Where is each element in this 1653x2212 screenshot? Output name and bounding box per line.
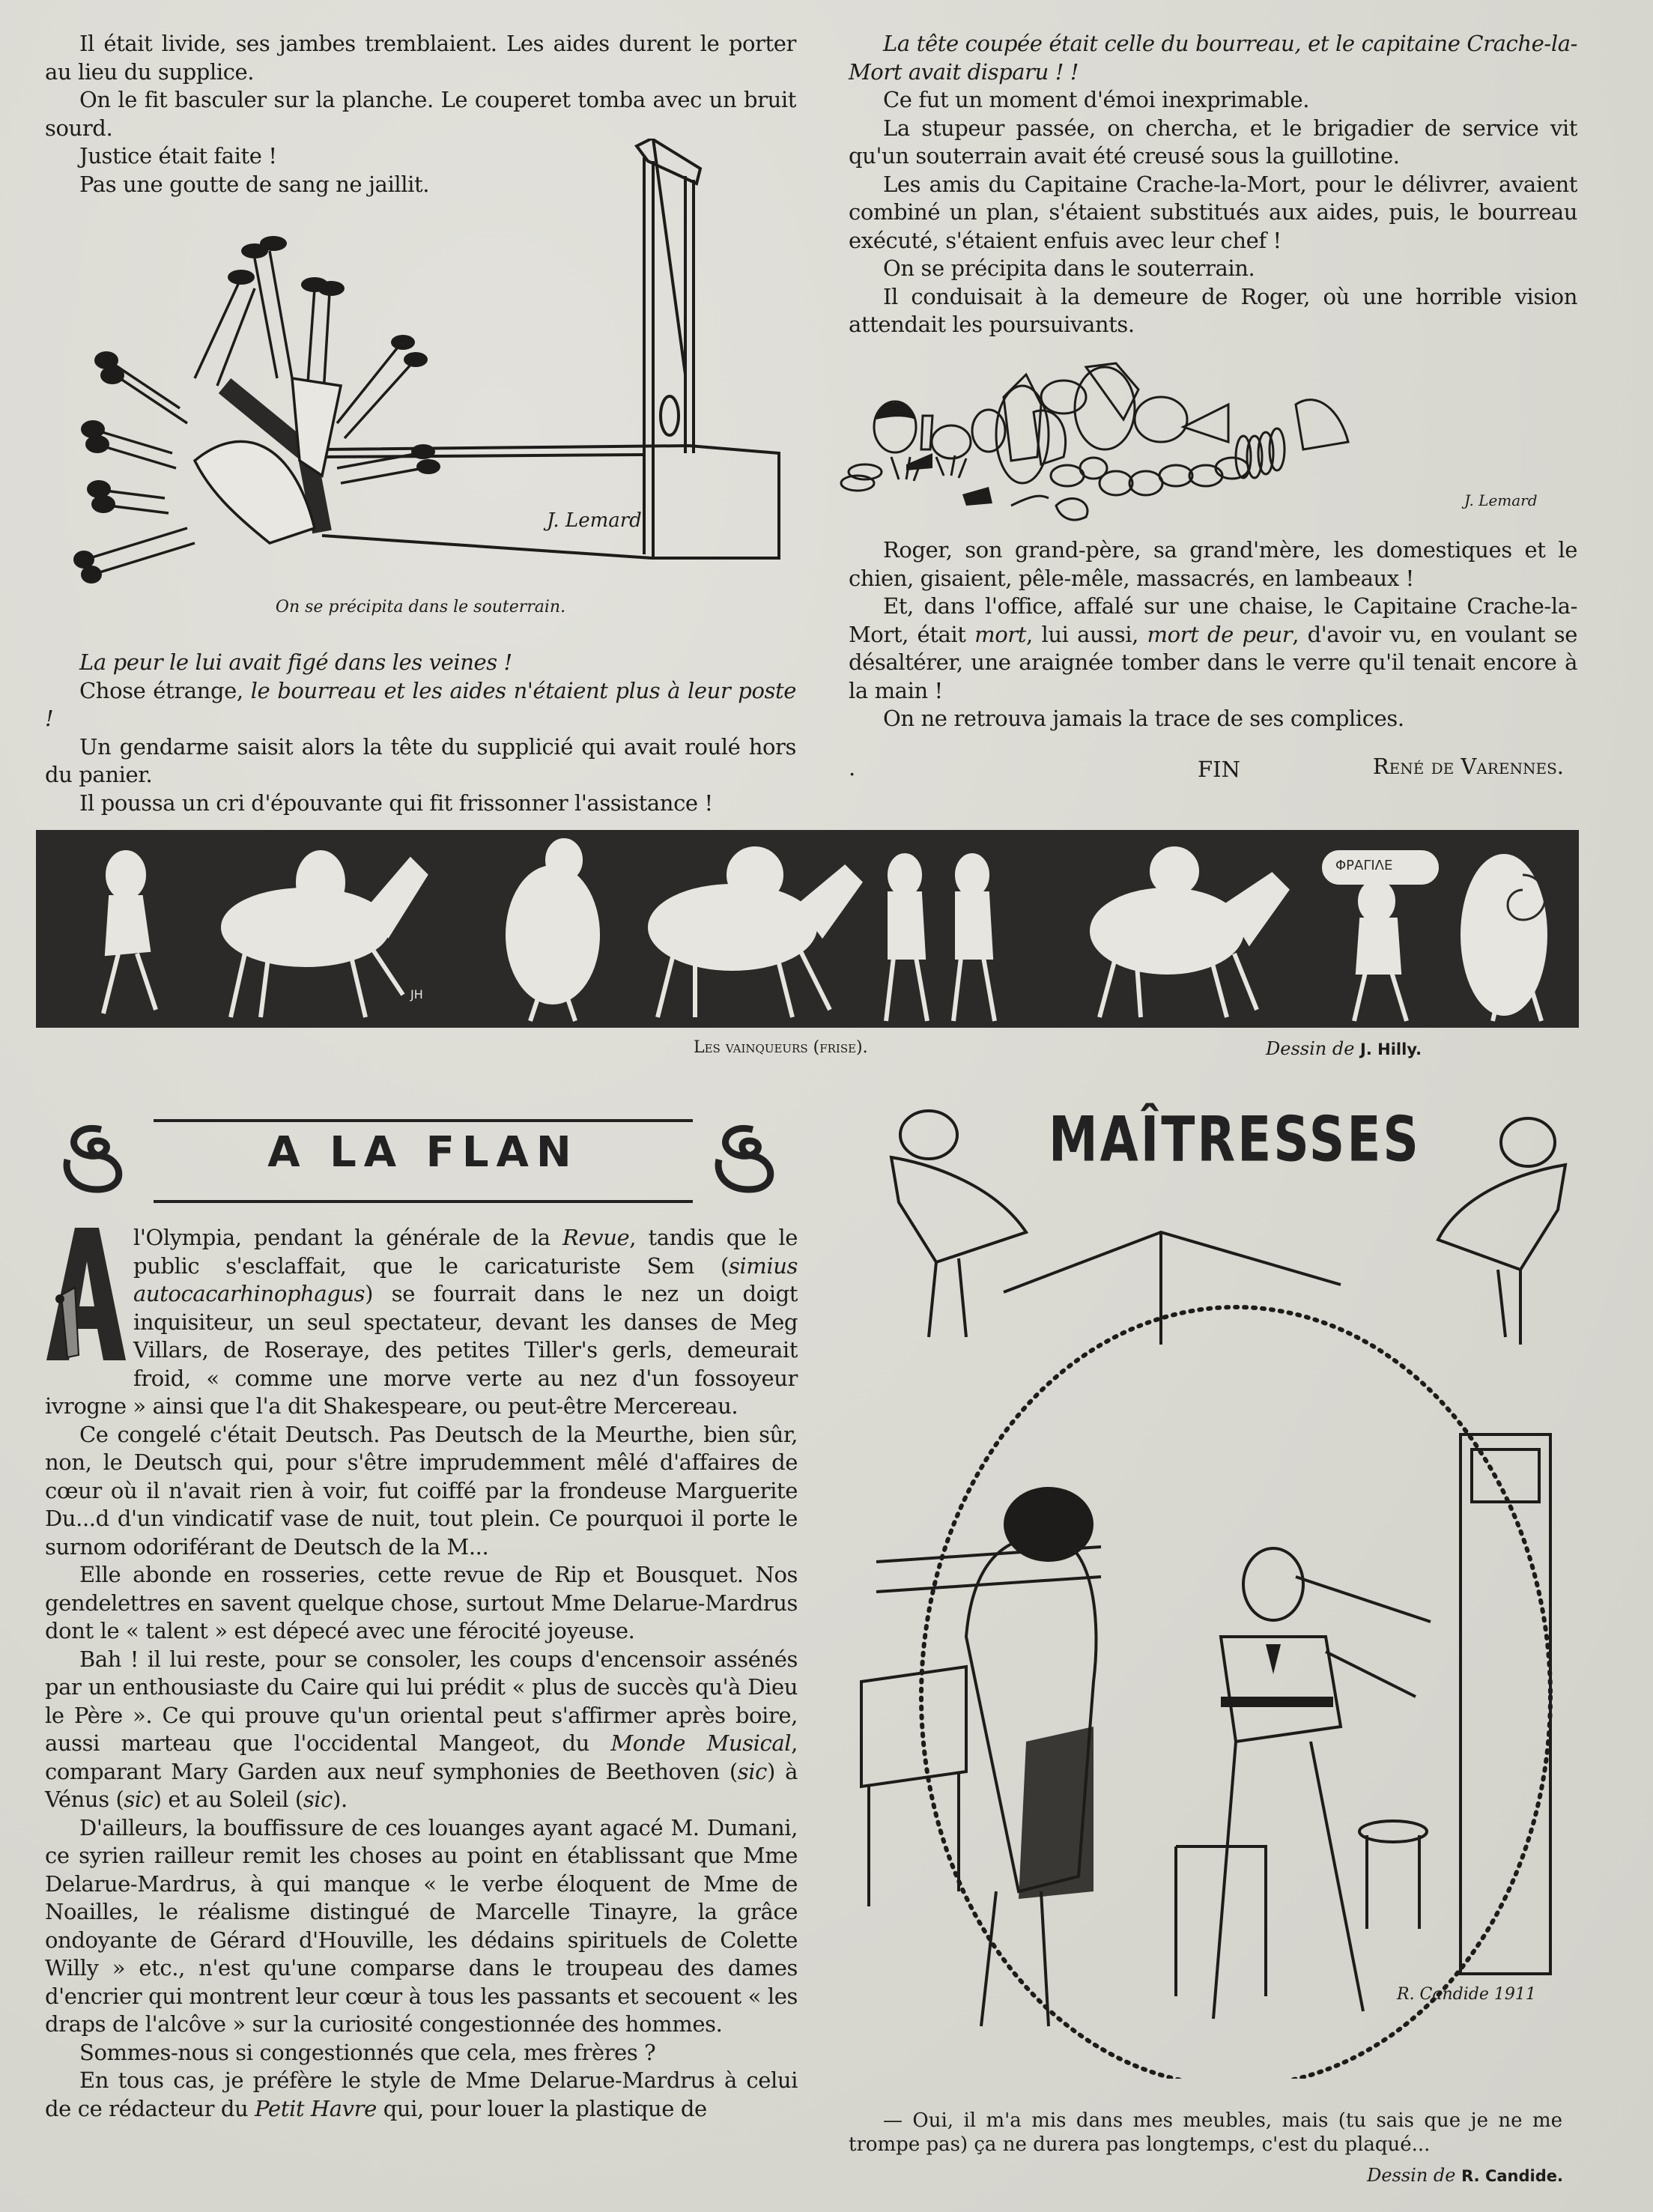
paragraph xyxy=(45,2067,798,2123)
italic-run: mort xyxy=(974,621,1027,647)
credit-name: J. Hilly. xyxy=(1360,1040,1422,1058)
massacre-signature: J. Lemard xyxy=(1464,491,1538,509)
fin-label: FIN xyxy=(1198,757,1240,782)
text-run: , tandis que le public s'esclaffait, que le caricaturiste Sem ( xyxy=(133,1225,798,1279)
paragraph: Pas une goutte de sang ne jaillit. xyxy=(79,171,430,197)
maitresses-credit xyxy=(1367,2165,1563,2186)
maitresses-caption xyxy=(849,2109,1562,2157)
frieze-caption: Les vainqueurs (frise). xyxy=(694,1038,868,1057)
text-run: En tous cas, je préfère le style de Mme Delarue-Mardrus à celui de ce rédacteur du xyxy=(45,2067,798,2121)
guillotine-signature: J. Lemard xyxy=(547,509,642,532)
text-run: Chose étrange, xyxy=(79,677,251,703)
text-run: Bah ! il lui reste, pour se consoler, les coups d'encensoir assénés par un enthousiaste du Caire qui lui prédit « plus de succès qu'à Dieu le Père ». Ce qui prouve qu'un oriental peut s'affirmer après boire, aussi marteau que l'occidental Mangeot, du xyxy=(45,1646,798,1756)
italic-run: le bourreau et les aides n'étaient plus à leur poste ! xyxy=(45,677,796,731)
guillotine-caption: On se précipita dans le souterrain. xyxy=(275,598,566,616)
header-rule-top xyxy=(154,1119,693,1122)
paragraph: On se précipita dans le souterrain. xyxy=(883,255,1255,281)
paragraph xyxy=(45,1224,798,1421)
frieze-inscription: ΦΡΑΓΙΛΕ xyxy=(1335,858,1393,873)
paragraph: La tête coupée était celle du bourreau, et le capitaine Crache-la-Mort avait disparu ! ! xyxy=(849,31,1577,85)
paragraph: Il était livide, ses jambes tremblaient. Les aides durent le porter au lieu du supplice. xyxy=(45,31,796,85)
paragraph: D'ailleurs, la bouffissure de ces louanges ayant agacé M. Dumani, ce syrien railleur remit les choses au point en établissant que Mme Delarue-Mardrus, à qui manque « le verbe éloquent de Mme de Noailles, le réalisme distingué de Marcelle Tinayre, la grâce ondoyante de Gérard d'Houville, les dédains spirituels de Colette Willy » etc., n'est qu'une comparse dans le troupeau des dames d'encrier qui montrent leur cœur à tous les passants et secouent « les draps de l'alcôve » sur la curiosité congestionnée des hommes. xyxy=(45,1814,798,2037)
text-run: ) et au Soleil ( xyxy=(153,1787,303,1812)
italic-run: sic xyxy=(737,1758,767,1784)
paragraph: Elle abonde en rosseries, cette revue de Rip et Bousquet. Nos gendelettres en savent quelque chose, surtout Mme Delarue-Mardrus dont le « talent » est dépecé avec une férocité joyeuse. xyxy=(45,1562,798,1643)
italic-run: Revue xyxy=(562,1225,630,1250)
paragraph: Justice était faite ! xyxy=(79,143,277,169)
text-run: ) à Vénus ( xyxy=(45,1758,798,1812)
paragraph xyxy=(45,1646,798,1814)
italic-run: sic xyxy=(303,1787,333,1812)
frieze-credit xyxy=(1266,1038,1422,1059)
caption-text: — Oui, il m'a mis dans mes meubles, mais (tu sais que je ne me trompe pas) ça ne durera pas longtemps, c'est du plaqué... xyxy=(849,2109,1562,2156)
italic-run: sic xyxy=(124,1787,154,1812)
paragraph xyxy=(45,677,796,733)
header-rule-bottom xyxy=(154,1200,693,1203)
text-run: ). xyxy=(333,1787,348,1812)
text-run: , comparant Mary Garden aux neuf symphonies de Beethoven ( xyxy=(45,1730,798,1784)
story-right-mid xyxy=(849,536,1577,733)
credit-prefix: Dessin de xyxy=(1266,1038,1361,1059)
maitresses-title: MAÎTRESSES xyxy=(1049,1103,1421,1176)
paragraph: Il conduisait à la demeure de Roger, où une horrible vision attendait les poursuivants. xyxy=(849,283,1577,337)
italic-run: Petit Havre xyxy=(255,2095,377,2121)
paragraph: Sommes-nous si congestionnés que cela, mes frères ? xyxy=(79,2039,656,2065)
text-run: Et, dans l'office, affalé sur une chaise, le Capitaine Crache-la-Mort, était xyxy=(849,593,1577,647)
text-run: ) se fourrait dans le nez un doigt inquisiteur, un seul spectateur, devant les danses de Meg Villars, de Roseraye, des petites Tiller's gerls, demeurait froid, « comme une morve verte au nez d'un fossoyeur ivrogne » ainsi que l'a dit Shakespeare, ou peut-être Mercereau. xyxy=(45,1281,798,1419)
story-author: René de Varennes. xyxy=(1372,754,1564,779)
paragraph: On ne retrouva jamais la trace de ses complices. xyxy=(883,706,1404,731)
story-ending xyxy=(849,754,1577,784)
dropcap xyxy=(45,1224,133,1368)
paragraph: Roger, son grand-père, sa grand'mère, les domestiques et le chien, gisaient, pêle-mêle, massacrés, en lambeaux ! xyxy=(849,537,1577,591)
maitresses-signature: R. Candide 1911 xyxy=(1397,1985,1536,2004)
paragraph: Ce congelé c'était Deutsch. Pas Deutsch de la Meurthe, bien sûr, non, le Deutsch qui, pour s'être imprudemment mêlé d'affaires de cœur où il n'avait rien à voir, fut coiffé par la frondeuse Marguerite Du...d d'un vindicatif vase de nuit, tout plein. Ce pourquoi il porte le surnom odoriférant de Deutsch de la M... xyxy=(45,1421,798,1560)
paragraph: La stupeur passée, on chercha, et le brigadier de service vit qu'un souterrain avait été creusé sous la guillotine. xyxy=(849,115,1577,169)
guillotine-illustration xyxy=(45,139,801,588)
stray-dot: . xyxy=(849,755,856,781)
maitresses-illustration xyxy=(846,1097,1588,2079)
text-run: l'Olympia, pendant la générale de la xyxy=(133,1225,563,1250)
dropcap-illustration xyxy=(45,1224,127,1363)
paragraph: Les amis du Capitaine Crache-la-Mort, pour le délivrer, avaient combiné un plan, s'étaient substitués aux aides, puis, le bourreau exécuté, s'étaient enfuis avec leur chef ! xyxy=(849,171,1577,253)
flan-article xyxy=(45,1224,798,2123)
paragraph: On le fit basculer sur la planche. Le couperet tomba avec un bruit sourd. xyxy=(45,87,796,141)
frieze-signature: JH xyxy=(410,987,423,1002)
paragraph: Il poussa un cri d'épouvante qui fit frissonner l'assistance ! xyxy=(79,790,713,816)
paragraph: La peur le lui avait figé dans les veines ! xyxy=(79,649,512,675)
flan-title: A LA FLAN xyxy=(267,1128,579,1177)
frieze-illustration xyxy=(36,830,1579,1028)
flan-header xyxy=(45,1101,801,1206)
text-run: qui, pour louer la plastique de xyxy=(376,2095,707,2121)
credit-prefix: Dessin de xyxy=(1367,2165,1462,2186)
paragraph: Ce fut un moment d'émoi inexprimable. xyxy=(883,87,1310,112)
paragraph xyxy=(849,593,1577,705)
italic-run: simius autocacarhinophagus xyxy=(133,1252,798,1306)
paragraph: Un gendarme saisit alors la tête du supplicié qui avait roulé hors du panier. xyxy=(45,733,796,787)
text-run: , lui aussi, xyxy=(1026,621,1147,647)
massacre-illustration xyxy=(839,345,1588,524)
guillotine-drawing xyxy=(45,139,801,588)
italic-run: Monde Musical xyxy=(610,1730,792,1756)
maitresses-drawing xyxy=(846,1097,1588,2079)
credit-name: R. Candide. xyxy=(1461,2167,1563,2185)
italic-run: mort de peur xyxy=(1147,621,1293,647)
text-run: , d'avoir vu, en voulant se désaltérer, une araignée tomber dans le verre qu'il tenait encore à la main ! xyxy=(849,621,1578,703)
story-right-top xyxy=(849,30,1577,339)
story-left-mid xyxy=(45,649,796,817)
